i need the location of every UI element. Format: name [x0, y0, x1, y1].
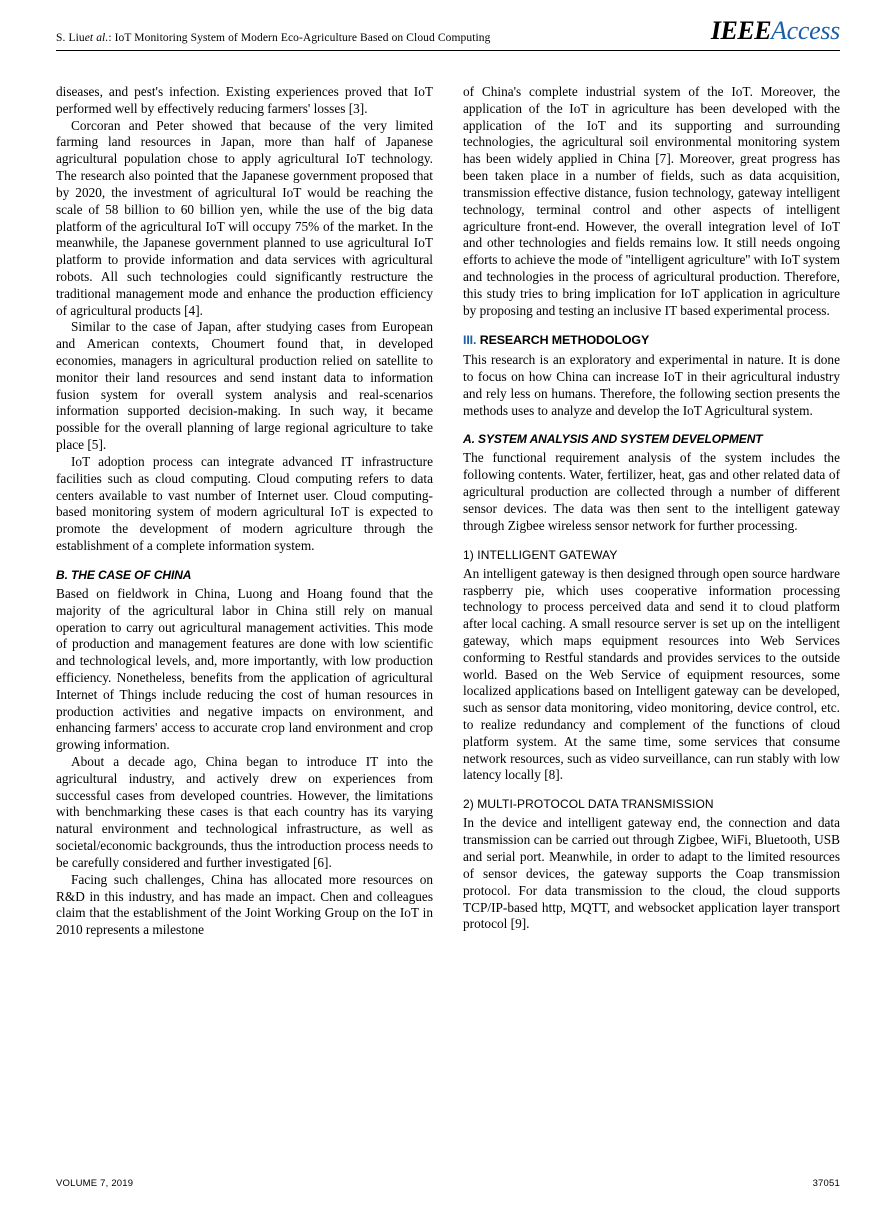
running-head-title: : IoT Monitoring System of Modern Eco-Agriculture Based on Cloud Computing: [108, 32, 491, 44]
page-number: 37051: [812, 1178, 840, 1189]
paragraph: About a decade ago, China began to introduce IT into the agricultural industry, and actively drew on experiences from successful cases from developed countries. However, the limitations with benchmarking these cases is that each country has its varying natural environment and technological infrastructure, as well as societal/economic backgrounds, thus the introduction process needs to be carefully considered and further investigated [6].: [56, 754, 433, 870]
subsection-heading-b: B. THE CASE OF CHINA: [56, 567, 192, 582]
paragraph: of China's complete industrial system of the IoT. Moreover, the application of the IoT in agriculture has been developed with the application of the IoT and its supporting and surrounding technologies, the agricultural soil environmental monitoring system has been widely applied in China [7]. Moreover, great progress has been taken place in a number of fields, such as data acquisition, transmission effective distance, fusion technology, gateway intelligent technology, terminal control and other aspects of intelligent agriculture front-end. However, the overall integration level of IoT and other technologies and fields remains low. It still needs ongoing efforts to achieve the mode of ''intelligent agriculture'' with IoT system and technologies in the process of agricultural production. Therefore, this study tries to bring implication for IoT application in agriculture by proposing and testing an inclusive IT based experimental process.: [463, 84, 840, 318]
paragraph: diseases, and pest's infection. Existing experiences proved that IoT performed well by effectively reducing farmers' losses [3].: [56, 84, 433, 116]
paragraph: This research is an exploratory and experimental in nature. It is done to focus on how China can increase IoT in their agricultural industry and rely less on humans. Therefore, the following section presents the methods uses to analyze and develop the IoT Agricultural system.: [463, 352, 840, 418]
access-wordmark: Access: [771, 16, 840, 45]
paragraph: In the device and intelligent gateway end, the connection and data transmission can be carried out through Zigbee, WiFi, Bluetooth, USB and serial port. Meanwhile, in order to adapt to the limited resources of sensor devices, the gateway supports the Coap transmission protocol. For data transmission to the cloud, the cloud supports TCP/IP-based http, MQTT, and websocket application layer transport protocol [9].: [463, 815, 840, 932]
paragraph: An intelligent gateway is then designed through open source hardware raspberry pie, which uses cooperative information processing technology to process perceived data and send it to cloud platform after local caching. A small resource server is set up on the intelligent gateway, which maps equipment resources into Web Services conforming to Restful standards and provides services to the outside world. Based on the Web Service of equipment resources, some localized applications based on Intelligent gateway can be developed, such as sensor data monitoring, video monitoring, device control, etc. to realize redundancy and complement of the functions of cloud platform system. At the same time, some services that consume network resources, such as video surveillance, can run stably with low latency locally [8].: [463, 565, 840, 783]
paragraph: IoT adoption process can integrate advanced IT infrastructure facilities such as cloud computing. Cloud computing refers to data centers available to vast number of Internet user. Cloud computing-based monitoring system of modern agricultural IoT is expected to promote the development of modern agriculture through the establishment of a complete information system.: [56, 453, 433, 553]
subsubsection-heading-1: 1) INTELLIGENT GATEWAY: [463, 547, 618, 562]
page-header: [56, 0, 840, 52]
left-column: [56, 84, 433, 1114]
running-head-etal: et al.: [84, 32, 109, 44]
section-heading-iii: [463, 333, 840, 349]
paragraph: Similar to the case of Japan, after studying cases from European and American contexts, Choumert found that, in developed economies, managers in agricultural production relied on satellite to monitor their land resources and send instant data to information fusion system for overall system analysis and real-scenarios information supported decision-making. In such way, it became possible for the overall planning of large regional agriculture to take place [5].: [56, 319, 433, 453]
paragraph: Based on fieldwork in China, Luong and Hoang found that the majority of the agricultural labor in China still rely on manual operation to carry out agricultural management activities. This mode of production and management features are done with low scientific and technological levels, and, more importantly, with low production efficiency. Nonetheless, benefits from the application of agricultural Internet of Things include reducing the cost of human resources in production activities and negative impacts on environment, and enhancing farmers' access to accurate crop land environment and crop growing information.: [56, 585, 433, 753]
paragraph: Facing such challenges, China has allocated more resources on R&D in this industry, and has made an impact. Chen and colleagues claim that the establishment of the Joint Working Group on the IoT in 2010 represents a milestone: [56, 871, 433, 938]
body-columns: [56, 84, 840, 1114]
ieee-wordmark: IEEE: [710, 16, 772, 45]
running-head-author: S. Liu: [56, 32, 85, 44]
right-column: [463, 84, 840, 1114]
page-footer: [56, 1178, 840, 1189]
header-divider: [56, 50, 840, 51]
ieee-access-logo: [711, 18, 840, 44]
section-title: RESEARCH METHODOLOGY: [479, 333, 650, 348]
subsection-heading-a: A. SYSTEM ANALYSIS AND SYSTEM DEVELOPMENT: [463, 432, 763, 447]
section-number: III.: [463, 333, 477, 348]
volume-label: VOLUME 7, 2019: [56, 1178, 134, 1189]
subsubsection-heading-2: 2) MULTI-PROTOCOL DATA TRANSMISSION: [463, 797, 714, 812]
paragraph: The functional requirement analysis of the system includes the following contents. Water, fertilizer, heat, gas and other related data of agricultural production are collected through a number of different sensor devices. The data was then sent to the intelligent gateway through Zigbee wireless sensor network for further processing.: [463, 450, 840, 533]
paragraph: Corcoran and Peter showed that because of the very limited farming land resources in Japan, more than half of Japanese agricultural population chose to apply agricultural IoT technology. The research also pointed that the Japanese government proposed that by 2020, the investment of agricultural IoT would be reaching the scale of 58 billion to 60 billion yen, while the use of the big data platform of the agricultural IoT will occupy 75% of the market. In the meanwhile, the Japanese government planned to use agricultural IoT platform to provide information and data services with agricultural robots. All such technologies could significantly restructure the traditional management mode and enhance the production efficiency of agricultural products [4].: [56, 117, 433, 318]
